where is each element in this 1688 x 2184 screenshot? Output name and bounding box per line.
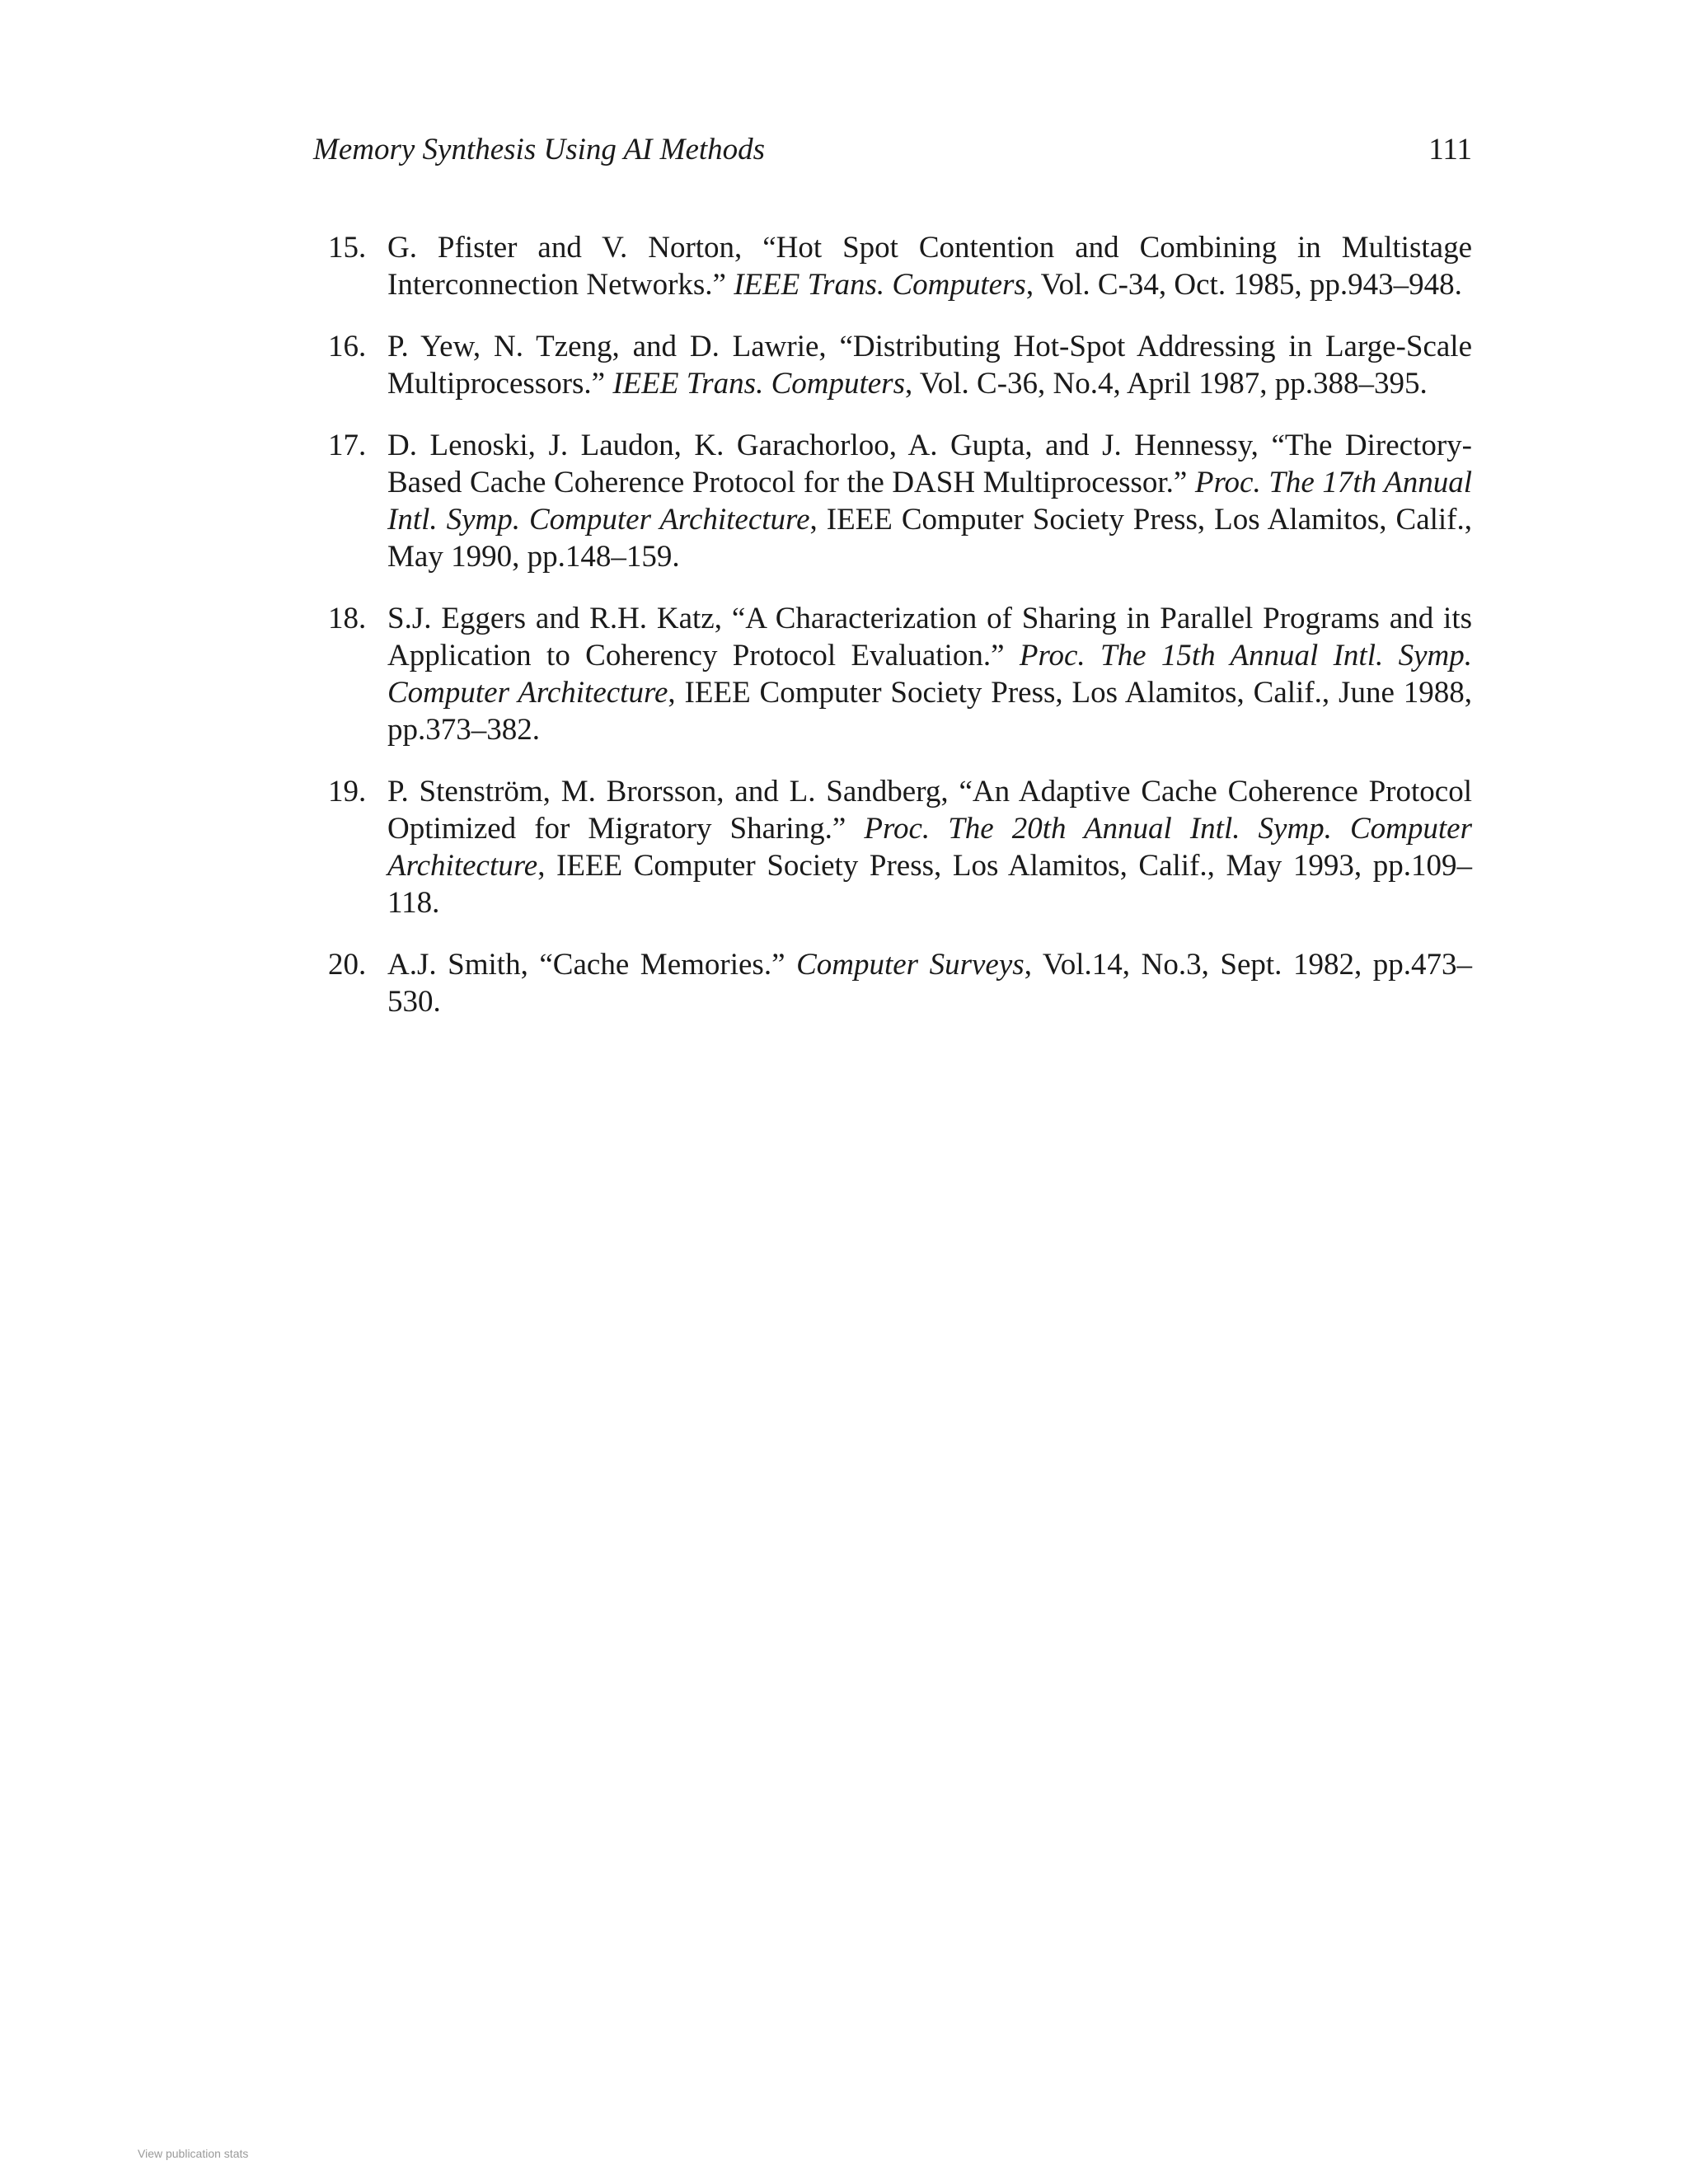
reference-list — [328, 229, 1472, 1045]
reference-segment: G. Pfister and V. Norton, “Hot Spot Contention and Combining in Multistage Interconnection Networks.” — [387, 231, 1472, 302]
reference-segment: , Vol.14, No.3, Sept. 1982, pp.473–530. — [387, 948, 1472, 1019]
reference-venue: IEEE Trans. Computers — [734, 268, 1026, 302]
reference-item — [328, 229, 1472, 303]
running-title: Memory Synthesis Using AI Methods — [313, 133, 766, 166]
reference-segment: P. Stenström, M. Brorsson, and L. Sandberg, “An Adaptive Cache Coherence Protocol Optimized for Migratory Sharing.” — [387, 775, 1472, 846]
running-head — [313, 132, 1472, 173]
reference-item — [328, 946, 1472, 1020]
reference-venue: Proc. The 20th Annual Intl. Symp. Computer Architecture — [387, 812, 1472, 883]
reference-venue: Proc. The 15th Annual Intl. Symp. Computer Architecture — [387, 639, 1472, 710]
reference-item — [328, 773, 1472, 921]
reference-venue: Proc. The 17th Annual Intl. Symp. Computer Architecture — [387, 466, 1472, 537]
reference-segment: , IEEE Computer Society Press, Los Alamitos, Calif., May 1990, pp.148–159. — [387, 503, 1472, 574]
page-number: 111 — [1428, 133, 1472, 166]
reference-text — [387, 946, 1472, 1020]
reference-text — [387, 600, 1472, 748]
reference-number: 16. — [328, 330, 367, 363]
reference-segment: D. Lenoski, J. Laudon, K. Garachorloo, A. Gupta, and J. Hennessy, “The Directory-Based Cache Coherence Protocol for the DASH Multiprocessor.” — [387, 429, 1472, 499]
reference-item — [328, 328, 1472, 402]
reference-text — [387, 229, 1472, 303]
reference-number: 18. — [328, 602, 367, 635]
reference-venue: IEEE Trans. Computers — [612, 367, 905, 401]
reference-segment: , Vol. C-34, Oct. 1985, pp.943–948. — [1025, 268, 1462, 302]
reference-segment: S.J. Eggers and R.H. Katz, “A Characterization of Sharing in Parallel Programs and its Application to Coherency Protocol Evaluation.” — [387, 602, 1472, 673]
reference-segment: A.J. Smith, “Cache Memories.” — [387, 948, 797, 982]
reference-number: 15. — [328, 231, 367, 265]
reference-segment: , IEEE Computer Society Press, Los Alamitos, Calif., June 1988, pp.373–382. — [387, 676, 1472, 747]
reference-text — [387, 328, 1472, 402]
reference-number: 19. — [328, 775, 367, 808]
reference-text — [387, 427, 1472, 575]
reference-number: 20. — [328, 948, 367, 982]
reference-item — [328, 427, 1472, 575]
reference-venue: Computer Surveys — [796, 948, 1025, 982]
reference-text — [387, 773, 1472, 921]
reference-item — [328, 600, 1472, 748]
reference-segment: , IEEE Computer Society Press, Los Alamitos, Calif., May 1993, pp.109–118. — [387, 849, 1472, 920]
view-publication-stats-link[interactable]: View publication stats — [138, 2147, 249, 2160]
reference-segment: P. Yew, N. Tzeng, and D. Lawrie, “Distributing Hot-Spot Addressing in Large-Scale Multiprocessors.” — [387, 330, 1472, 401]
reference-segment: , Vol. C-36, No.4, April 1987, pp.388–395. — [904, 367, 1428, 401]
reference-number: 17. — [328, 429, 367, 462]
